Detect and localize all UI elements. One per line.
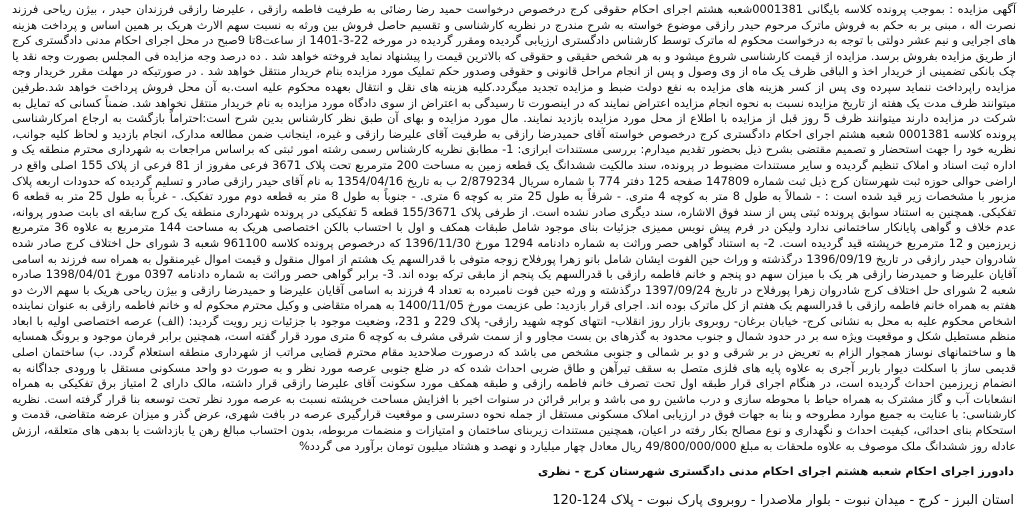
auction-notice: [12, 2, 1016, 454]
court-address: [8, 488, 1014, 512]
notice-signature: دادورز اجرای احکام شعبه هشتم اجرای احکام مدنی دادگستری شهرستان کرج - نظری: [537, 464, 1014, 478]
notice-body-text: آگهی مزایده : بموجب پرونده کلاسه بایگانی 0001381شعبه هشتم اجرای احکام حقوقی کرج درخصوص درخواست حمید رضا رضائی به طرفیت فاطمه رازقی ، علیرضا رازقی فرزندان حیدر ، بیژن ریاحی فرزند نصرت اله ، مبنی بر به حکم به فروش ماترک مرحوم حیدر رازقی موضوع خواسته به شرح مندرج در نظریه کارشناسی و تقسیم حاصل فروش بین ورثه به نسبت سهم الارث هریک بر همین اساس و پرداخت هزینه های اجرایی و نیم عشر دولتی با توجه به درخواست محکوم له ماترک توسط کارشناس دادگستری ارزیابی گردیده ومقرر گردیده در مورخه 22-3-1401 از ساعت8تا 9صبح در محل اجرای احکام مدنی دادگستری کرج از طریق مزایده بفروش برسد. مزایده از قیمت کارشناسی شروع میشود و به هر شخص حقیقی و حقوقی که بالاترین قیمت را پیشنهاد نماید فروخته خواهد شد . ده درصد وجه مزایده فی المجلس بصورت وجه نقد یا چک بانکی تضمینی از خریدار اخذ و الباقی ظرف یک ماه از وی وصول و پس از انجام مراحل قانونی و حقوقی وصدور حکم تملیک مورد مزایده بنام خریدار منتقل خواهد شد . در صورتیکه در مهلت مقرر خریدار وجه مزایده راپرداخت ننماید سپرده وی پس از کسر هزینه های مزایده به نفع دولت ضبط و مزایده تجدید میگردد.کلیه هزینه های نقل و انتقال بعهده محکوم علیه است.به آن محل فروش پرداخت خواهد شد.طرفین میتوانند ظرف مدت یک هفته از تاریخ مزایده نسبت به نحوه انجام مزایده اعتراض نمایند که در اینصورت تا رسیدگی به اعتراض از سوی دادگاه مورد مزایده به نام خریدار منتقل نخواهد شد. ضمناً کسانی که تمایل به شرکت در مزایده دارند میتوانند ظرف 5 روز قبل از مزایده با اطلاع از محل مورد مزایده بازدید نمایند. مال مورد مزایده و بهای آن طبق نظر کارشناس بدین شرح است:احتراماً بازگشت به ارجاع امرکارشناسی پرونده کلاسه 0001381 شعبه هشتم اجرای احکام دادگستری کرج درخصوص خواسته آقای حمیدرضا رازقی به طرفیت آقای علیرضا رازقی و غیره، اینجانب ضمن مطالعه مدارک، انجام بازدید و لحاظ کلیه جوانب، نظریه خود را جهت استحضار و تصمیم مقتضی بشرح ذیل بحضور تقدیم میدارم: بررسی مستندات ابرازی: 1- مطابق نظریه کارشناس رسمی رشته امور ثبتی که براساس مراجعات به شهرداری محترم منطقه یک و اداره ثبت اسناد و املاک تنظیم گردیده و سایر مستندات مضبوط در پرونده، سند مالکیت ششدانگ یک قطعه زمین به مساحت 200 مترمربع تحت پلاک 3671 فرعی مفروز از 81 فرعی از پلاک 155 اصلی واقع در اراضی حوالی حوزه ثبت شهرستان کرج ذیل ثبت شماره 147809 صفحه 125 دفتر 774 با شماره سریال 2/879234 ب به تاریخ 1354/04/16 به نام آقای حیدر رازقی صادر و تسلیم گردیده که حدودات اربعه پلاک مزبور با مشخصات زیر قید شده است : - شمالاً به طول 8 متر به کوچه 4 متری. - شرقاً به طول 25 متر به کوچه 6 متری. - جنوباً به طول 8 متر به قطعه دوم مورد تفکیک. - غرباً به طول 25 متر به قطعه 6 تفکیکی. همچنین به استناد سوابق پرونده ثبتی پس از سند فوق الاشاره، سند دیگری صادر نشده است. از طرفی پلاک 155/3671 قطعه 5 تفکیکی در پرونده شهرداری منطقه یک کرج سابقه ای بابت صدور پروانه، عدم خلاف و گواهی پایانکار ساختمانی ندارد ولیکن در فرم پیش نویس ممیزی جزئیات بنای موجود شامل طبقات همکف و اول با احتساب بالکن اختصاصی هریک به مساحت 144 مترمربع به علاوه 36 مترمربع زیرزمین و 12 مترمربع خرپشته قید گردیده است. 2- به استناد گواهی حصر وراثت به شماره دادنامه 1294 مورخ 1396/11/30 که درخصوص پرونده کلاسه 961100 شعبه 3 شورای حل اختلاف کرج صادر شده شادروان حیدر رازقی در تاریخ 1396/09/19 درگذشته و وراث حین الفوت ایشان شامل بانو زهرا پورفلاح زوجه متوفی با قدرالسهم یک هشتم از اموال منقول و قیمت اموال غیرمنقول به همراه سه فرزند به اسامی آقایان علیرضا و حمیدرضا رازقی هر یک با میزان سهم دو پنجم و خانم فاطمه رازقی با قدرالسهم یک پنجم از مابقی ترکه بوده اند. 3- برابر گواهی حصر وراثت به شماره دادنامه 0397 مورخ 1398/04/01 صادره شعبه 2 شورای حل اختلاف کرج شادروان زهرا پورفلاح در تاریخ 1397/09/24 درگذشته و ورثه حین فوت نامبرده به تعداد 4 فرزند به اسامی آقایان علیرضا و حمیدرضا رازقی و بیژن ریاحی هریک با سهم الارث دو هفتم به همراه خانم فاطمه رازقی با قدرالسهم یک هفتم از کل ماترک بوده اند. اجرای قرار بازدید: طی عزیمت مورخ 1400/11/05 به همراه متقاضی و وکیل محترم محکوم له و خانم فاطمه رازقی به عنوان نماینده اشخاص محکوم علیه به محل به نشانی کرج- خیابان برغان- روبروی بازار روز انقلاب- انتهای کوچه شهید رازقی- پلاک 229 و 231، وضعیت موجود با جزئیات زیر رویت گردید: (الف) عرصه اختصاصی اولیه با ابعاد منظم مستطیل شکل و موقعیت ویژه سه بر در حدود شمال و جنوب محدود به گذرهای بن بست مجاور و از سمت شرقی مشرف به کوچه 6 متری مورد قرار گفته است، همچنین برابر فرمان موجود و برونگ همسایه ها و ساختمانهای نوساز همجوار الزام به تعریض در بر شرقی و دو بر شمالی و جنوبی مشخص می باشد که درصورت صلاحدید مقام محترم قضایی مراتب از شهرداری منطقه استعلام گردد. ب) ساختمان اصلی قدیمی ساز با اسکلت دیوار باربر آجری به علاوه پایه های فلزی متصل به سقف تیرآهن و طاق ضربی احداث شده که در ضلع جنوبی عرصه مورد نظر و به صورت دو واحد مسکونی مستقل با ورودی جداگانه به انضمام زیرزمین احداث گردیده است، در هنگام اجرای قرار طبقه اول تحت تصرف خانم فاطمه رازقی و طبقه همکف مورد سکونت آقای علیرضا رازقی قرار داشته، مالک دارای 2 امتیاز برق تفکیکی به همراه انشعابات آب و گاز مشترک به همراه حیاط با محوطه سازی و درب ماشین رو می باشد و برابر قرائن در سنوات اخیر با افزایش مساحت خرپشته نسبت به عرصه مورد نظر تحت توسعه بنا قرار گرفته است. نظریه کارشناسی: با عنایت به جمیع موارد مطروحه و بنا به جهات فوق در ارزیابی املاک مسکونی مستقل از جمله نحوه دسترسی و موقعیت قرارگیری عرصه در بافت شهری، عرض گذر و میزان عرضه متقاضی، قدمت و استحکام بنای احداثی، کیفیت احداث و نگهداری و نوع مصالح بکار رفته در اعیان، همچنین مستندات زیربنای ساختمان و امتیازات و منضمات مربوطه، بدون احتساب مبالغ رهن یا بازداشت یا بدهی های متعلقه، ارزش عادله روز ششدانگ ملک موصوف به علاوه ملحقات به مبلغ 49/800/000/000 ریال معادل چهار میلیارد و نهصد و هشتاد میلیون تومان برآورد می گردد%: [12, 2, 1017, 453]
address-text: استان البرز - کرج - میدان نبوت - بلوار ملاصدرا - روبروی پارک نبوت - پلاک 124-120: [552, 492, 1014, 508]
